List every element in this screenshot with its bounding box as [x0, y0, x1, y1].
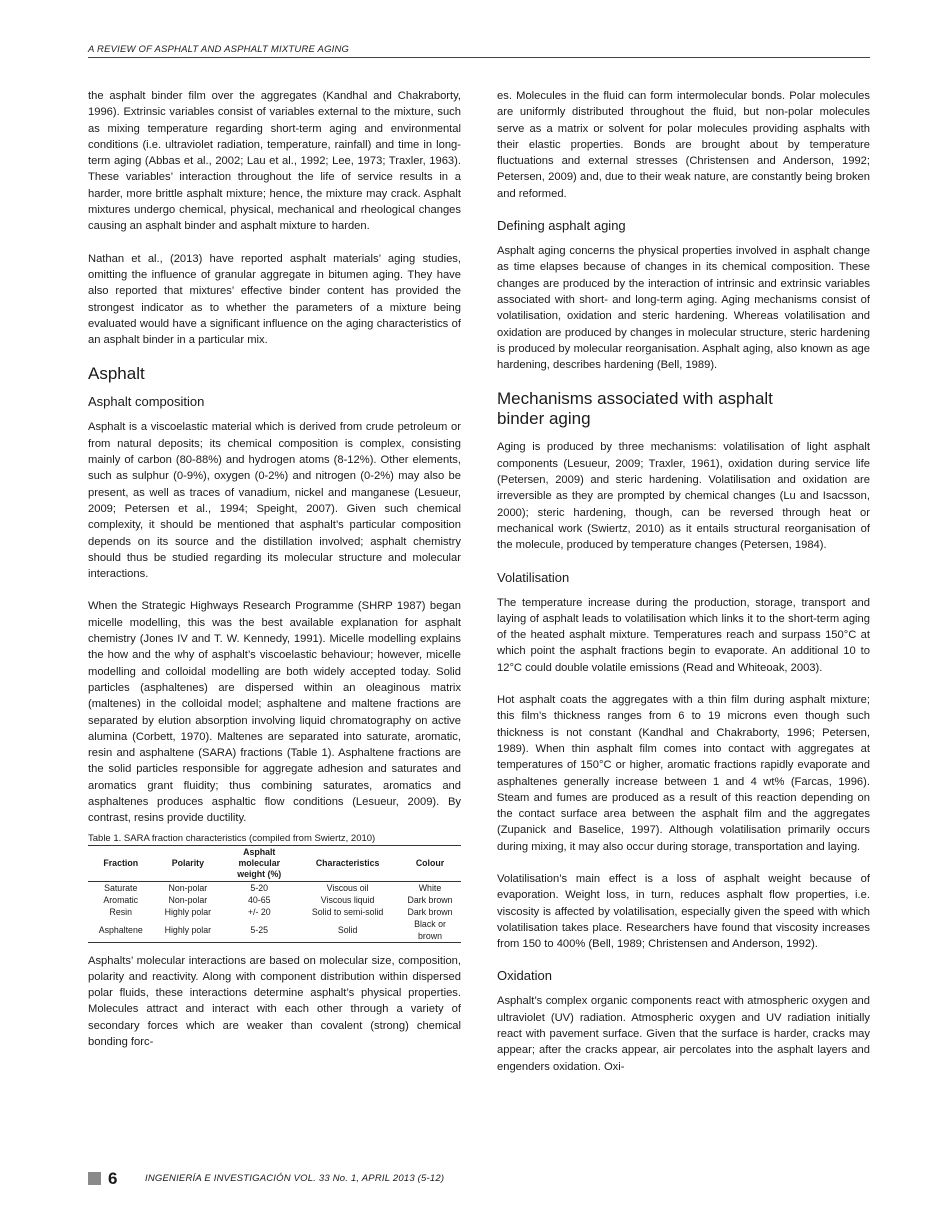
table-cell: Viscous liquid [320, 894, 375, 905]
table-cell: Non-polar [168, 882, 208, 893]
table-cell: Black or brown [399, 918, 461, 943]
heading-line: binder aging [497, 409, 591, 429]
section-heading-mechanisms [497, 389, 870, 429]
table-caption: Table 1. SARA fraction characteristics (compiled from Swiertz, 2010) [88, 833, 461, 846]
table-cell: Resin [109, 906, 132, 917]
table-cell: 5-20 [250, 882, 269, 893]
table-header-cell: Colour [399, 846, 461, 882]
table-cell: Viscous oil [326, 882, 369, 893]
subsection-heading-oxidation: Oxidation [497, 968, 552, 984]
table-cell: Asphaltene [88, 918, 153, 943]
section-heading-asphalt: Asphalt [88, 364, 145, 384]
page-marker-square [88, 1172, 101, 1185]
subsection-heading-composition: Asphalt composition [88, 394, 205, 410]
table-header-cell: Fraction [88, 846, 153, 882]
table-cell: Dark brown [407, 906, 453, 917]
sara-table [88, 846, 461, 943]
paragraph: Nathan et al., (2013) have reported asphalt materials’ aging studies, omitting the influence of granular aggregate in bitumen aging. They have also reported that mixtures’ effective binder content has provided the strongest indicator as to whether the parameters of a mixture being evaluated would have a significant influence on the aging characteristics of an asphalt binder in a particular mix. [88, 252, 461, 347]
table-cell: Solid [296, 918, 399, 943]
table-cell: Non-polar [168, 894, 208, 905]
table-cell: +/- 20 [247, 906, 271, 917]
table-row [88, 918, 461, 943]
table-row [88, 894, 461, 906]
table-header-cell: Polarity [153, 846, 222, 882]
table-row [88, 906, 461, 918]
table-header-cell: Characteristics [296, 846, 399, 882]
heading-line: Mechanisms associated with asphalt [497, 389, 773, 409]
paragraph: Asphalt is a viscoelastic material which is derived from crude petroleum or from natural deposits; its chemical composition is complex, consisting mainly of carbon (80-88%) and hydrogen atoms (8-12%). Other elements, such as sulphur (0-9%), oxygen (0-2%) and nitrogen (0-2%) may also be present, as well as traces of vanadium, nickel and manganese (Lesueur, 2009; Petersen et al., 1994; Speight, 2007). Given such chemical complexity, it should be mentioned that asphalt’s particular composition depends on its source and the distillation involved; asphalt chemistry should thus be studied regarding its molecular structure and molecular interactions. [88, 421, 461, 581]
table-cell: White [418, 882, 442, 893]
paragraph: es. Molecules in the fluid can form intermolecular bonds. Polar molecules are uniformly distributed throughout the fluid, but non-polar molecules serve as a matrix or solvent for polar molecules providing asphalts with their elastic properties. Bonds are brought about by temperature fluctuations and external stresses (Christensen and Anderson, 1992; Petersen, 2009) and, due to their weak nature, are constantly being broken and reformed. [497, 90, 870, 200]
table-cell: Solid to semi-solid [311, 906, 384, 917]
right-column [497, 88, 870, 1091]
paragraph: The temperature increase during the production, storage, transport and laying of asphalt leads to volatilisation which links it to the short-term aging of the heated asphalt mixture. Temperatures reach and surpass 150°C at which point the asphalt fractions begin to evaporate. An additional 10 to 12°C could double volatile emissions (Read and Whiteoak, 2003). [497, 596, 870, 674]
paragraph: the asphalt binder film over the aggregates (Kandhal and Chakraborty, 1996). Extrinsic variables consist of variables external to the mixture, such as mixing temperature regarding short-term aging and environmental conditions (i.e. ultraviolet radiation, temperature, rainfall) and time in long-term aging (Abbas et al., 2002; Lau et al., 1992; Lee, 1973; Traxler, 1963). These variables’ interaction throughout the life of service results in a harder, more brittle asphalt mixture; hence, the mixture may crack. Asphalt mixtures undergo chemical, physical, mechanical and rheological changes causing an asphalt binder and asphalt mixture to harden. [88, 90, 461, 233]
paragraph: Asphalt’s complex organic components react with atmospheric oxygen and ultraviolet (UV) radiation. Atmospheric oxygen and UV radiation initially react with pavement surface. Given that the surface is harder, cracks may appear; after the cracks appear, air percolates into the asphalt layers and engenders oxidation. Oxi- [497, 995, 870, 1073]
table-cell: Highly polar [153, 918, 222, 943]
table-cell: Highly polar [164, 906, 212, 917]
table-cell: 5-25 [222, 918, 296, 943]
table-row [88, 881, 461, 894]
page-footer [88, 1169, 688, 1189]
paragraph: Hot asphalt coats the aggregates with a thin film during asphalt mixture; this film’s thickness ranges from 6 to 19 microns even though such thickness is not constant (Kandhal and Chakraborty, 1996; Petersen, 1989). When thin asphalt film comes into contact with aggregates at temperatures of 150°C or higher, aromatic fractions rapidly evaporate and asphaltenes generally increase between 1 and 4 wt% (Farcas, 1996). Steam and fumes are produced as a result of this reaction depending on the contact surface area between the asphalt film and the aggregates (Zupanick and Baselice, 1997). Although volatilisation primarily occurs during mixing, it may also occur during storage, transportation and laying. [497, 694, 870, 853]
paragraph: Volatilisation’s main effect is a loss of asphalt weight because of evaporation. Weight loss, in turn, reduces asphalt flow properties, i.e. viscosity is affected by volatilisation, especially given the speed with which volatilisation takes place. Researchers have found that viscosity increases from 150 to 400% (Bell, 1989; Christensen and Anderson, 1992). [497, 872, 870, 951]
table-cell: Saturate [104, 882, 138, 893]
journal-citation: INGENIERÍA E INVESTIGACIÓN VOL. 33 No. 1, APRIL 2013 (5-12) [145, 1173, 445, 1184]
paragraph: Aging is produced by three mechanisms: volatilisation of light asphalt components (Lesueur, 2009; Traxler, 1961), oxidation during service life (Petersen, 2009) and steric hardening. Volatilisation and oxidation are irreversible as they are prompted by chemical changes (Lu and Isacsson, 2000); steric hardening, though, can be reversed through heat or mechanical work (Swiertz, 2010) as it entails structural reorganisation of the molecule, produced by temperature changes (Petersen, 1984). [497, 441, 870, 552]
table-header-cell: Asphalt molecular weight (%) [222, 846, 296, 882]
paragraph: When the Strategic Highways Research Programme (SHRP 1987) began micelle modelling, this was the best available explanation for asphalt chemistry (Jones IV and T. W. Kennedy, 1991). Micelle modelling explains the how and the why of asphalt’s viscoelastic behaviour; however, micelle modelling and colloidal modelling are both widely accepted today. Solid particles (asphaltenes) are dispersed within an oleaginous matrix (maltenes) in the colloidal model; asphaltene and maltene fractions are separated by elution absorption involving liquid chromatography on active alumina (Corbett, 1970). Maltenes are separated into saturate, aromatic, resin and asphaltene (SARA) fractions (Table 1). Asphaltene fractions are the solid particles responsible for aggregate adhesion and saturates and aromatics grant fluidity; thus combining saturates, aromatics and asphaltenes produces asphaltic flow conditions (Lesueur, 2009). By contrast, resins provide ductility. [88, 600, 461, 825]
table-cell: Aromatic [103, 894, 139, 905]
left-column [88, 88, 461, 1066]
subsection-heading-volatilisation: Volatilisation [497, 569, 570, 585]
table-cell: 40-65 [247, 894, 271, 905]
page-number: 6 [108, 1169, 118, 1188]
subsection-heading-defining: Defining asphalt aging [497, 218, 626, 234]
paragraph: Asphalt aging concerns the physical properties involved in asphalt change as time elapses because of changes in its chemical composition. These changes are produced by the interaction of intrinsic and extrinsic variables associated with short- and long-term aging. Aging mechanisms consist of volatilisation, oxidation and steric hardening. Whereas volatilisation and oxidation are produced by changes in molecular structure, steric hardening is produced by molecular reorganisation. Asphalt aging, also known as age hardening, describes hardening (Bell, 1989). [497, 245, 870, 372]
running-header: A REVIEW OF ASPHALT AND ASPHALT MIXTURE AGING [88, 44, 870, 58]
table-cell: Dark brown [407, 894, 453, 905]
paragraph: Asphalts’ molecular interactions are based on molecular size, composition, polarity and reactivity. Along with component distribution within dispersed polar fluids, these interactions determine asphalt’s physical properties. Molecules attract and interact with each other through a variety of secondary forces which are weaker than covalent (strong) chemical bonding forc- [88, 954, 461, 1049]
